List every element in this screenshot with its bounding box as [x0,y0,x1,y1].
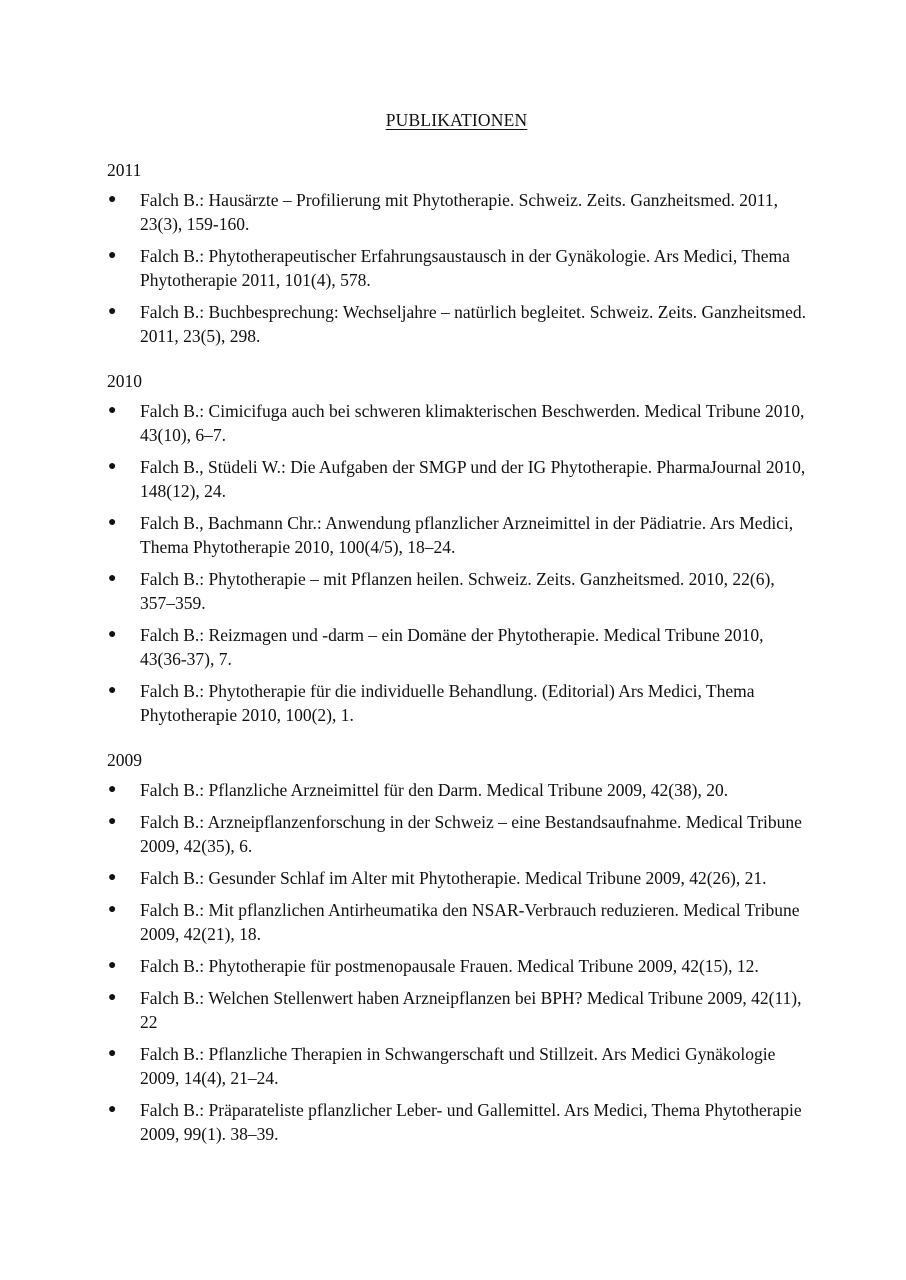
publication-item [107,778,806,802]
bullet-icon: ● [108,990,117,1005]
year-heading: 2010 [107,371,142,391]
publication-text: Falch B.: Welchen Stellenwert haben Arzneipflanzen bei BPH? Medical Tribune 2009, 42(11), 22 [140,988,802,1032]
publication-items [107,399,806,727]
bullet-icon: ● [108,627,117,642]
year-section [107,158,806,348]
publication-text: Falch B.: Mit pflanzlichen Antirheumatika den NSAR-Verbrauch reduzieren. Medical Tribune 2009, 42(21), 18. [140,900,800,944]
bullet-icon: ● [108,958,117,973]
bullet-icon: ● [108,870,117,885]
publication-text: Falch B.: Pflanzliche Arzneimittel für den Darm. Medical Tribune 2009, 42(38), 20. [140,780,729,800]
publication-text: Falch B.: Reizmagen und -darm – ein Domäne der Phytotherapie. Medical Tribune 2010, 43(36-37), 7. [140,625,764,669]
bullet-icon: ● [108,459,117,474]
publication-text: Falch B.: Phytotherapie – mit Pflanzen heilen. Schweiz. Zeits. Ganzheitsmed. 2010, 22(6), 357–359. [140,569,775,613]
publication-text: Falch B.: Cimicifuga auch bei schweren klimakterischen Beschwerden. Medical Tribune 2010, 43(10), 6–7. [140,401,805,445]
publication-text: Falch B.: Gesunder Schlaf im Alter mit Phytotherapie. Medical Tribune 2009, 42(26), 21. [140,868,767,888]
bullet-icon: ● [108,304,117,319]
bullet-icon: ● [108,902,117,917]
bullet-icon: ● [108,782,117,797]
publication-item [107,866,806,890]
publication-item [107,567,806,615]
publication-item [107,300,806,348]
bullet-icon: ● [108,683,117,698]
year-heading: 2009 [107,750,142,770]
page-title: PUBLIKATIONEN [385,110,528,130]
year-heading: 2011 [107,160,142,180]
publication-text: Falch B.: Phytotherapeutischer Erfahrungsaustausch in der Gynäkologie. Ars Medici, Thema Phytotherapie 2011, 101(4), 578. [140,246,790,290]
publication-item [107,1042,806,1090]
publication-item [107,1098,806,1146]
publication-text: Falch B.: Phytotherapie für postmenopausale Frauen. Medical Tribune 2009, 42(15), 12. [140,956,759,976]
publication-text: Falch B., Bachmann Chr.: Anwendung pflanzlicher Arzneimittel in der Pädiatrie. Ars Medici, Thema Phytotherapie 2010, 100(4/5), 18–24. [140,513,794,557]
bullet-icon: ● [108,814,117,829]
publication-item [107,986,806,1034]
bullet-icon: ● [108,1046,117,1061]
publication-item [107,623,806,671]
publication-item [107,679,806,727]
bullet-icon: ● [108,192,117,207]
publication-item [107,810,806,858]
publication-text: Falch B., Stüdeli W.: Die Aufgaben der SMGP und der IG Phytotherapie. PharmaJournal 2010, 148(12), 24. [140,457,806,501]
publication-item [107,455,806,503]
bullet-icon: ● [108,1102,117,1117]
publication-list [107,158,806,1146]
publication-text: Falch B.: Buchbesprechung: Wechseljahre – natürlich begleitet. Schweiz. Zeits. Ganzheitsmed. 2011, 23(5), 298. [140,302,806,346]
publication-item [107,954,806,978]
publication-item [107,244,806,292]
publication-item [107,511,806,559]
year-section [107,369,806,727]
publication-text: Falch B.: Präparateliste pflanzlicher Leber- und Gallemittel. Ars Medici, Thema Phytotherapie 2009, 99(1). 38–39. [140,1100,802,1144]
bullet-icon: ● [108,571,117,586]
bullet-icon: ● [108,248,117,263]
publication-item [107,188,806,236]
year-section [107,748,806,1146]
publication-items [107,188,806,348]
publication-item [107,898,806,946]
bullet-icon: ● [108,403,117,418]
publication-text: Falch B.: Phytotherapie für die individuelle Behandlung. (Editorial) Ars Medici, Thema Phytotherapie 2010, 100(2), 1. [140,681,755,725]
publication-text: Falch B.: Arzneipflanzenforschung in der Schweiz – eine Bestandsaufnahme. Medical Tribune 2009, 42(35), 6. [140,812,802,856]
publication-item [107,399,806,447]
publication-items [107,778,806,1146]
bullet-icon: ● [108,515,117,530]
publication-text: Falch B.: Pflanzliche Therapien in Schwangerschaft und Stillzeit. Ars Medici Gynäkologie 2009, 14(4), 21–24. [140,1044,776,1088]
publication-text: Falch B.: Hausärzte – Profilierung mit Phytotherapie. Schweiz. Zeits. Ganzheitsmed. 2011, 23(3), 159-160. [140,190,778,234]
